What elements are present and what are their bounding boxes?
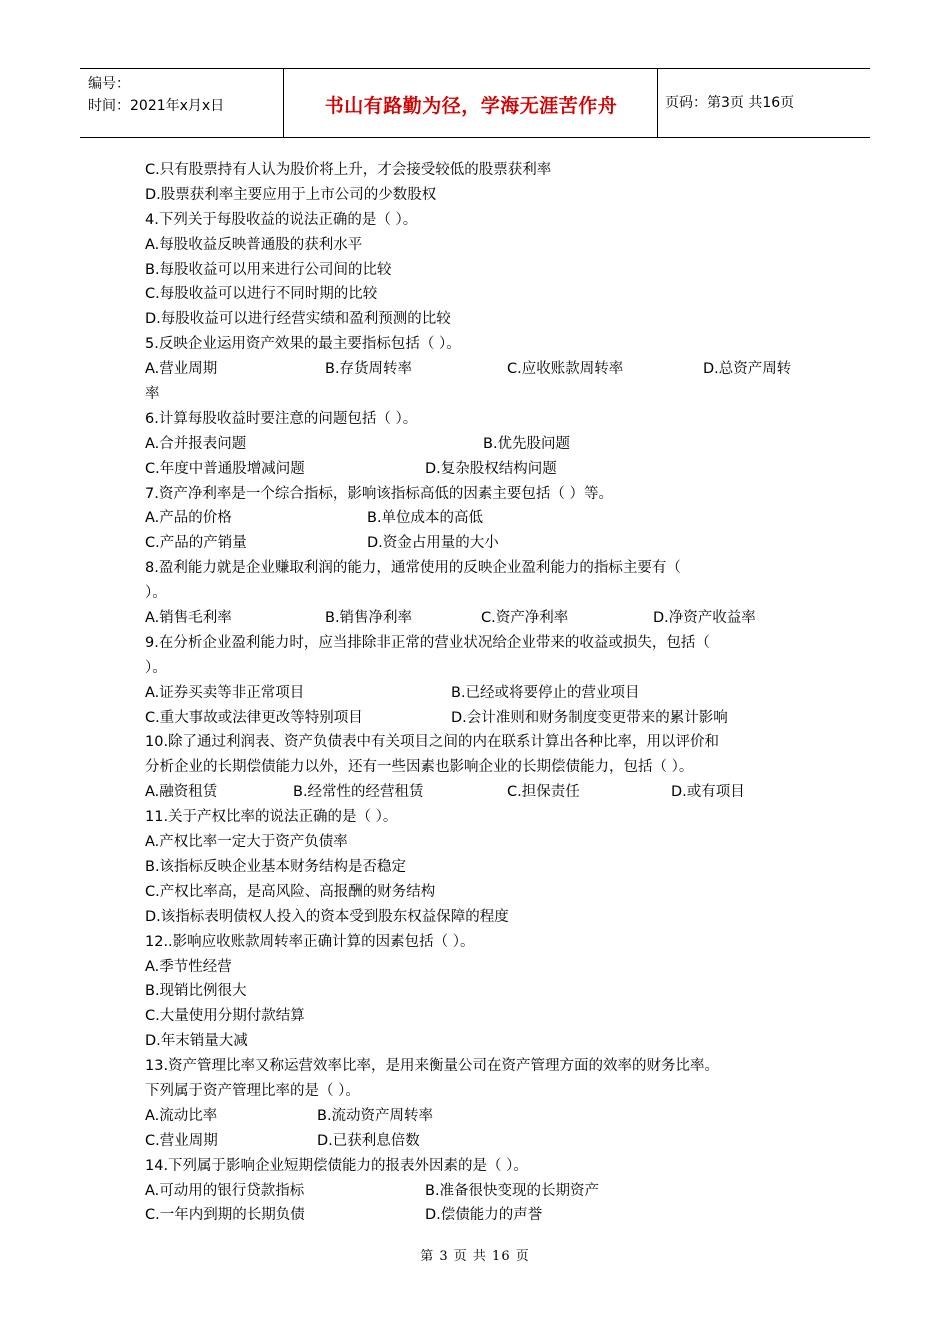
text-line: A.产权比率一定大于资产负债率 [145, 834, 348, 851]
option-item: B.销售净利率 [325, 610, 413, 627]
option-row [145, 681, 810, 706]
option-item: A.流动比率 [145, 1107, 218, 1124]
option-row [145, 1129, 810, 1154]
text-line: 7.资产净利率是一个综合指标，影响该指标高低的因素主要包括（ ）等。 [145, 485, 613, 502]
option-item: B.优先股问题 [483, 435, 571, 452]
text-line: 5.反映企业运用资产效果的最主要指标包括（ ）。 [145, 336, 461, 353]
document-body [145, 158, 810, 1228]
option-item: D.资金占用量的大小 [367, 535, 499, 552]
text-line: 12..影响应收账款周转率正确计算的因素包括（ ）。 [145, 933, 475, 950]
option-item: A.证券买卖等非正常项目 [145, 684, 305, 701]
header-meta [88, 73, 224, 117]
option-item: D.复杂股权结构问题 [425, 460, 557, 477]
text-line: ）。 [145, 585, 167, 602]
option-row [145, 457, 810, 482]
text-line: 13.资产管理比率又称运营效率比率，是用来衡量公司在资产管理方面的效率的财务比率。 [145, 1058, 720, 1075]
text-line: C.产权比率高，是高风险、高报酬的财务结构 [145, 883, 436, 900]
header-page-number: 页码：第3页 共16页 [665, 95, 795, 111]
option-item: C.应收账款周转率 [507, 361, 624, 378]
option-item: C.产品的产销量 [145, 535, 247, 552]
option-item: D.偿债能力的声誉 [425, 1207, 543, 1224]
page-header [80, 68, 870, 138]
document-number-label: 编号： [88, 76, 130, 92]
header-motto: 书山有路勤为径，学海无涯苦作舟 [324, 95, 618, 117]
option-item: A.可动用的银行贷款指标 [145, 1182, 305, 1199]
text-line: D.年末销量大减 [145, 1033, 248, 1050]
option-row [145, 357, 810, 382]
option-item: A.销售毛利率 [145, 610, 232, 627]
option-item: C.年度中普通股增减问题 [145, 460, 305, 477]
option-row [145, 780, 810, 805]
text-line: D.每股收益可以进行经营实绩和盈利预测的比较 [145, 311, 451, 328]
text-line: 4.下列关于每股收益的说法正确的是（ ）。 [145, 211, 418, 228]
option-row [145, 506, 810, 531]
option-item: A.产品的价格 [145, 510, 232, 527]
option-row [145, 1104, 810, 1129]
page-footer: 第 3 页 共 16 页 [420, 1249, 530, 1264]
option-item: C.资产净利率 [481, 610, 569, 627]
text-line: C.大量使用分期付款结算 [145, 1008, 305, 1025]
text-line: ）。 [145, 659, 167, 676]
option-item: D.或有项目 [671, 784, 745, 801]
text-line: D.该指标表明债权人投入的资本受到股东权益保障的程度 [145, 908, 509, 925]
text-line: C.只有股票持有人认为股价将上升，才会接受较低的股票获利率 [145, 162, 552, 178]
option-item: B.流动资产周转率 [317, 1107, 434, 1124]
option-item: B.经常性的经营租赁 [293, 784, 424, 801]
option-item: C.营业周期 [145, 1132, 218, 1149]
option-item: C.重大事故或法律更改等特别项目 [145, 709, 363, 726]
text-line: B.该指标反映企业基本财务结构是否稳定 [145, 858, 407, 875]
text-line: 9.在分析企业盈利能力时，应当排除非正常的营业状况给企业带来的收益或损失，包括（ [145, 634, 710, 651]
option-item: C.一年内到期的长期负债 [145, 1207, 305, 1224]
text-line: 分析企业的长期偿债能力以外，还有一些因素也影响企业的长期偿债能力，包括（ ）。 [145, 759, 694, 776]
option-item: B.准备很快变现的长期资产 [425, 1182, 600, 1199]
option-row [145, 1179, 810, 1204]
text-line: 下列属于资产管理比率的是（ ）。 [145, 1082, 360, 1099]
text-line: 6.计算每股收益时要注意的问题包括（ ）。 [145, 410, 418, 427]
option-row [145, 1203, 810, 1228]
header-divider [657, 69, 658, 137]
option-row [145, 606, 810, 631]
option-item: D.净资产收益率 [653, 610, 756, 627]
option-item: A.合并报表问题 [145, 435, 247, 452]
header-divider [283, 69, 284, 137]
option-row [145, 432, 810, 457]
text-line: 8.盈利能力就是企业赚取利润的能力，通常使用的反映企业盈利能力的指标主要有（ [145, 560, 681, 577]
option-item: A.营业周期 [145, 361, 218, 378]
text-line: 11.关于产权比率的说法正确的是（ ）。 [145, 809, 398, 826]
text-line: A.每股收益反映普通股的获利水平 [145, 236, 363, 253]
text-line: C.每股收益可以进行不同时期的比较 [145, 286, 378, 303]
option-item: D.总资产周转 [703, 361, 792, 378]
text-line: A.季节性经营 [145, 958, 232, 975]
document-date: 时间：2021年x月x日 [88, 98, 225, 114]
option-item: D.已获利息倍数 [317, 1132, 420, 1149]
option-item: A.融资租赁 [145, 784, 218, 801]
text-line: 14.下列属于影响企业短期偿债能力的报表外因素的是（ ）。 [145, 1157, 528, 1174]
option-item: B.单位成本的高低 [367, 510, 484, 527]
text-line: B.每股收益可以用来进行公司间的比较 [145, 261, 392, 278]
option-row [145, 706, 810, 731]
text-line: B.现销比例很大 [145, 983, 247, 1000]
text-line: 10.除了通过利润表、资产负债表中有关项目之间的内在联系计算出各种比率，用以评价和 [145, 734, 720, 751]
option-item: B.已经或将要停止的营业项目 [451, 684, 640, 701]
option-item: D.会计准则和财务制度变更带来的累计影响 [451, 709, 728, 726]
text-line: 率 [145, 386, 160, 403]
option-row [145, 531, 810, 556]
text-line: D.股票获利率主要应用于上市公司的少数股权 [145, 186, 437, 203]
option-item: C.担保责任 [507, 784, 580, 801]
option-item: B.存货周转率 [325, 361, 413, 378]
